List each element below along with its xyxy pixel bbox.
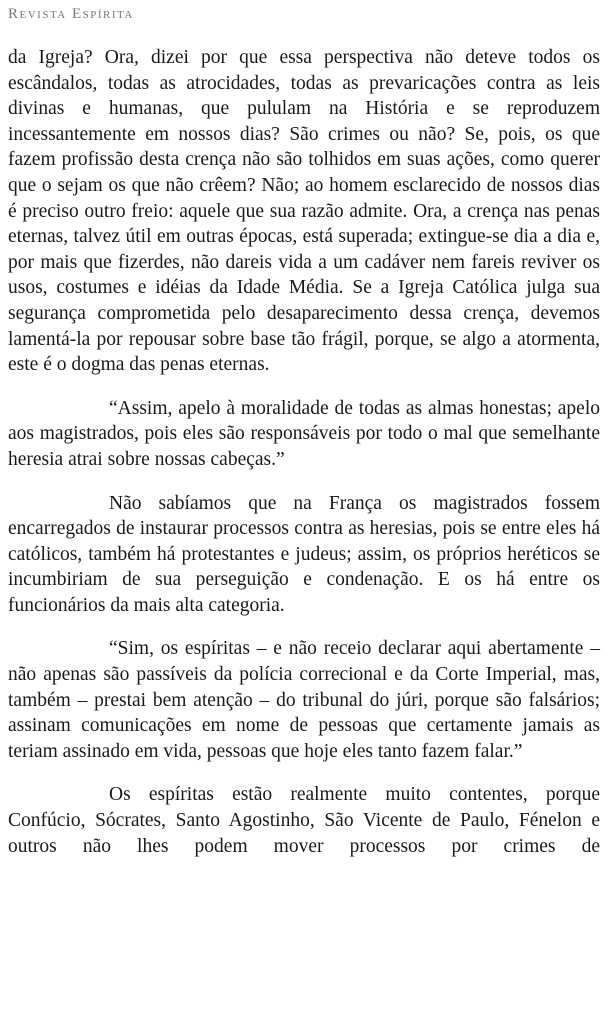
paragraph-magistrates: Não sabíamos que na França os magistrados fossem encarregados de instaurar processos contra as heresias, pois se entre eles há católicos, também há protestantes e judeus; assim, os próprios heréticos se incumbiriam de sua perseguição e condenação. E os há entre os funcionários da mais alta categoria. [8, 492, 600, 616]
paragraph-quote-spiritists: “Sim, os espíritas – e não receio declarar aqui abertamente – não apenas são passíveis da polícia correcional e da Corte Imperial, mas, também – prestai bem atenção – do tribunal do júri, porque são falsários; assinam comunicações em nome de pessoas que certamente jamais as teriam assinado em vida, pessoas que hoje eles tanto fazem falar.” [8, 638, 600, 762]
paragraph-continuation: da Igreja? Ora, dizei por que essa perspectiva não deteve todos os escândalos, todas as atrocidades, todas as prevaricações contra as leis divinas e humanas, que pululam na História e se reproduzem incessantemente em nossos dias? São crimes ou não? Se, pois, os que fazem profissão desta crença não são tolhidos em suas ações, como querer que o sejam os que não crêem? Não; ao homem esclarecido de nossos dias é preciso outro freio: aquele que sua razão admite. Ora, a crença nas penas eternas, talvez útil em outras épocas, está superada; extingue-se dia a dia e, por mais que fizerdes, não dareis vida a um cadáver nem fareis reviver os usos, costumes e idéias da Idade Média. Se a Igreja Católica julga sua segurança comprometida pelo desaparecimento dessa crença, devemos lamentá-la por repousar sobre base tão frágil, porque, se algo a atormenta, este é o dogma das penas eternas. [8, 47, 600, 376]
running-header: Revista Espírita [8, 6, 134, 22]
paragraph-quote-appeal: “Assim, apelo à moralidade de todas as almas honestas; apelo aos magistrados, pois eles são responsáveis por todo o mal que semelhante heresia atrai sobre nossas cabeças.” [8, 397, 600, 470]
page-body [8, 45, 600, 877]
paragraph-spiritists-content: Os espíritas estão realmente muito contentes, porque Confúcio, Sócrates, Santo Agostinho, São Vicente de Paulo, Fénelon e outros não lhes podem mover processos por crimes de [8, 784, 600, 857]
